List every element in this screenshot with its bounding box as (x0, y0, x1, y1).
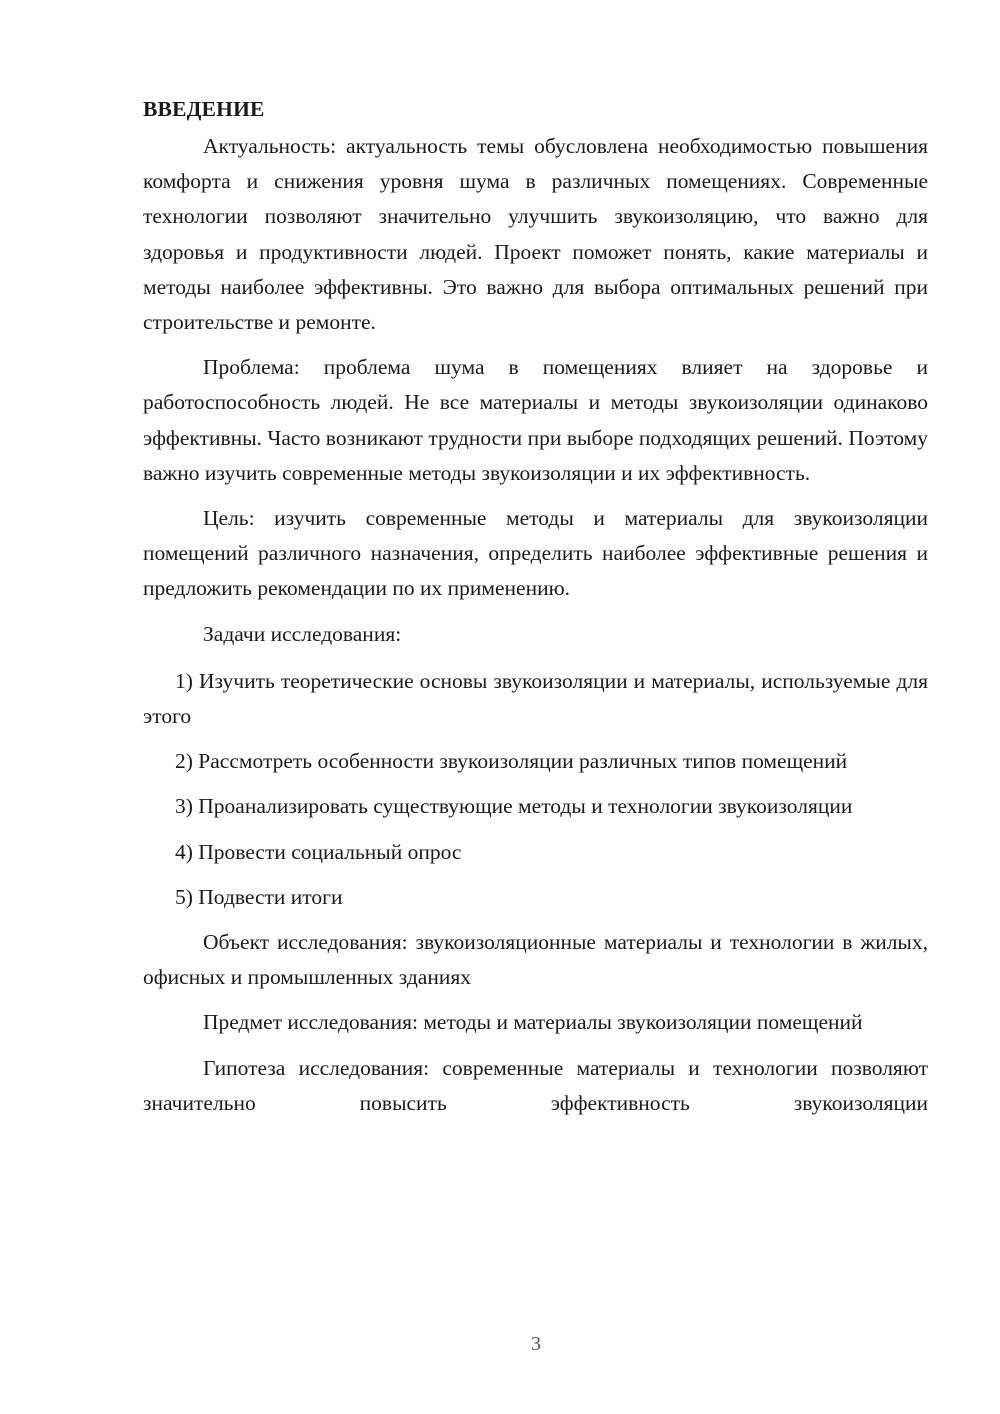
problem-paragraph: Проблема: проблема шума в помещениях влияет на здоровье и работоспособность людей. Не все материалы и методы звукоизоляции одинаково эффективны. Часто возникают трудности при выборе подходящих решений. Поэтому важно изучить современные методы звукоизоляции и их эффективность. (143, 355, 928, 485)
task-item-4: 4) Провести социальный опрос (175, 839, 462, 864)
task-item-5: 5) Подвести итоги (175, 884, 343, 909)
tasks-heading: Задачи исследования: (203, 621, 402, 646)
document-page (143, 92, 928, 1121)
hypothesis-paragraph: Гипотеза исследования: современные материалы и технологии позволяют значительно повысить эффективность звукоизоляции (143, 1055, 928, 1115)
object-paragraph: Объект исследования: звукоизоляционные материалы и технологии в жилых, офисных и промышленных зданиях (143, 930, 928, 990)
goal-paragraph: Цель: изучить современные методы и материалы для звукоизоляции помещений различного назначения, определить наиболее эффективные решения и предложить рекомендации по их применению. (143, 506, 928, 601)
task-item-2: 2) Рассмотреть особенности звукоизоляции различных типов помещений (175, 749, 848, 774)
document-title: ВВЕДЕНИЕ (143, 97, 265, 121)
page-number: 3 (531, 1333, 541, 1355)
task-item-1: 1) Изучить теоретические основы звукоизоляции и материалы, используемые для этого (143, 668, 928, 729)
task-item-3: 3) Проанализировать существующие методы и технологии звукоизоляции (175, 794, 853, 819)
subject-paragraph: Предмет исследования: методы и материалы звукоизоляции помещений (203, 1010, 863, 1035)
relevance-paragraph: Актуальность: актуальность темы обусловлена необходимостью повышения комфорта и снижения уровня шума в различных помещениях. Современные технологии позволяют значительно улучшить звукоизоляцию, что важно для здоровья и продуктивности людей. Проект поможет понять, какие материалы и методы наиболее эффективны. Это важно для выбора оптимальных решений при строительстве и ремонте. (143, 134, 928, 335)
